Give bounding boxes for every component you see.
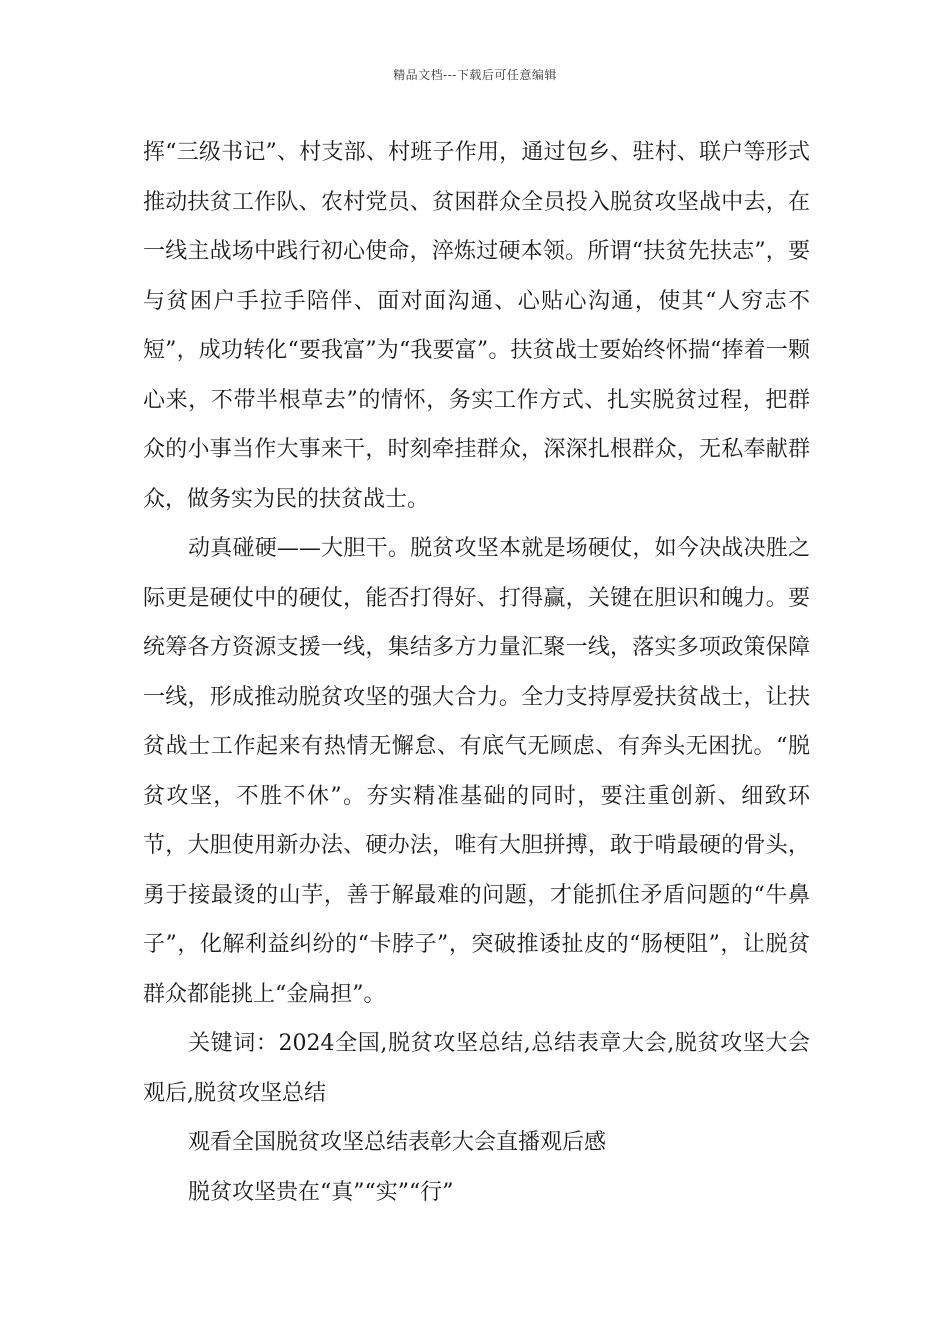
page-header: 精品文档---下载后可任意编辑 bbox=[393, 68, 557, 82]
paragraph-continuation: 挥“三级书记”、村支部、村班子作用，通过包乡、驻村、联户等形式推动扶贫工作队、农村党员、贫困群众全员投入脱贫攻坚战中去，在一线主战场中践行初心使命，淬炼过硬本领。所谓“扶贫先扶志”，要与贫困户手拉手陪伴、面对面沟通、心贴心沟通，使其“人穷志不短”，成功转化“要我富”为“我要富”。扶贫战士要始终怀揣“捧着一颗心来，不带半根草去”的情怀，务实工作方式、扎实脱贫过程，把群众的小事当作大事来干，时刻牵挂群众，深深扎根群众，无私奉献群众，做务实为民的扶贫战士。 bbox=[143, 140, 810, 512]
paragraph-bold-action: 动真碰硬——大胆干。脱贫攻坚本就是场硬仗，如今决战决胜之际更是硬仗中的硬仗，能否打得好、打得赢，关键在胆识和魄力。要统筹各方资源支援一线，集结多方力量汇聚一线，落实多项政策保障一线，形成推动脱贫攻坚的强大合力。全力支持厚爱扶贫战士，让扶贫战士工作起来有热情无懈怠、有底气无顾虑、有奔头无困扰。“脱贫攻坚，不胜不休”。夯实精准基础的同时，要注重创新、细致环节，大胆使用新办法、硬办法，唯有大胆拼搏，敢于啃最硬的骨头，勇于接最烫的山芋，善于解最难的问题，才能抓住矛盾问题的“牛鼻子”，化解利益纠纷的“卡脖子”，突破推诿扯皮的“肠梗阻”，让脱贫群众都能挑上“金扁担”。 bbox=[143, 536, 810, 1007]
paragraph-keywords: 关键词：2024全国,脱贫攻坚总结,总结表章大会,脱贫攻坚大会观后,脱贫攻坚总结 bbox=[143, 1031, 810, 1106]
document-body bbox=[143, 128, 810, 1217]
article-title: 观看全国脱贫攻坚总结表彰大会直播观后感 bbox=[188, 1130, 607, 1155]
article-subtitle: 脱贫攻坚贵在“真”“实”“行” bbox=[188, 1179, 454, 1205]
